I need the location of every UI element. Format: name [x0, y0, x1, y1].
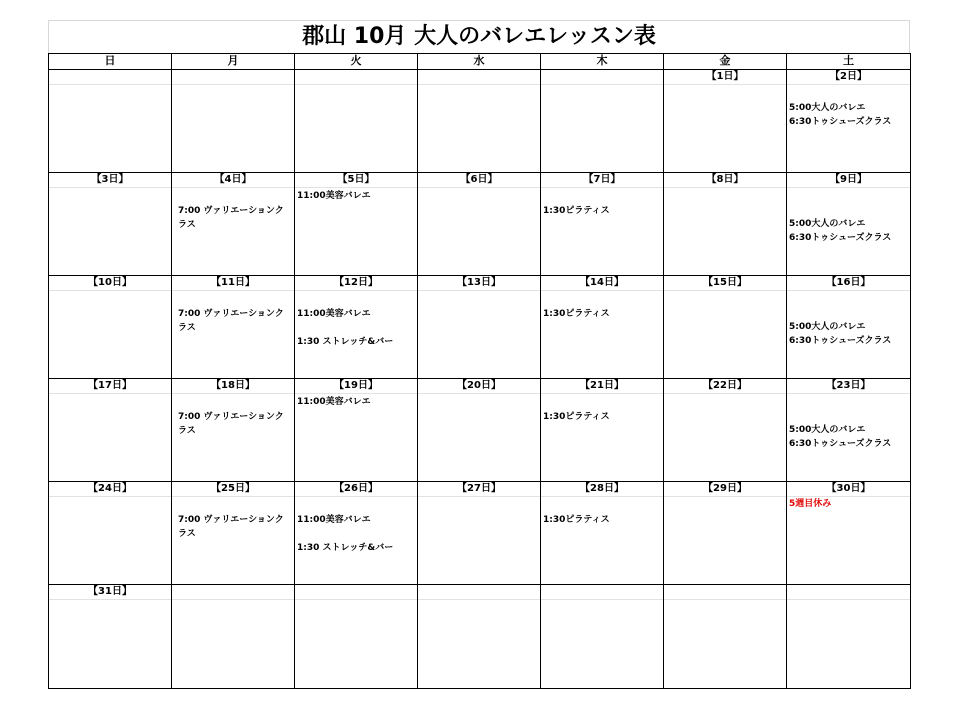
day-cell: [295, 276, 418, 379]
day-cell: [541, 482, 664, 585]
day-cell: [541, 379, 664, 482]
day-cell: [295, 173, 418, 276]
day-cell-empty: [418, 585, 541, 689]
day-cell: [418, 482, 541, 585]
day-cell: [418, 276, 541, 379]
day-cell: [664, 276, 787, 379]
day-label: 【17日】: [49, 379, 171, 394]
lesson-pilates: 1:30ピラティス: [543, 515, 610, 525]
day-cell: [295, 482, 418, 585]
day-label: 【9日】: [787, 173, 910, 188]
day-label: 【23日】: [787, 379, 910, 394]
day-cell-empty: [664, 585, 787, 689]
schedule-title: 郡山 10月 大人のバレエレッスン表: [48, 20, 910, 53]
day-cell: [172, 379, 295, 482]
day-cell: [787, 70, 911, 173]
lesson-adult-ballet: 5:00大人のバレエ: [789, 322, 866, 332]
week-row: [49, 585, 911, 689]
day-cell-empty: [787, 585, 911, 689]
day-cell: [664, 70, 787, 173]
weekday-thu: 木: [541, 54, 664, 70]
day-cell: [787, 173, 911, 276]
lesson-beauty-ballet: 11:00美容バレエ: [297, 515, 371, 525]
day-label: 【2日】: [787, 70, 910, 85]
day-cell-empty: [295, 70, 418, 173]
lesson-stretch-barre: 1:30 ストレッチ&バー: [297, 337, 394, 347]
day-label: 【4日】: [172, 173, 294, 188]
day-label: 【6日】: [418, 173, 540, 188]
day-label: 【12日】: [295, 276, 417, 291]
day-label: 【15日】: [664, 276, 786, 291]
weekday-sun: 日: [49, 54, 172, 70]
day-label: 【13日】: [418, 276, 540, 291]
day-label: 【19日】: [295, 379, 417, 394]
lesson-pointe-class: 6:30トゥシューズクラス: [789, 439, 892, 449]
weekday-wed: 水: [418, 54, 541, 70]
day-cell: [664, 173, 787, 276]
day-label: 【28日】: [541, 482, 663, 497]
lesson-beauty-ballet: 11:00美容バレエ: [297, 397, 371, 407]
day-cell: [49, 379, 172, 482]
week-row: [49, 482, 911, 585]
weekday-header-row: [49, 54, 911, 70]
day-cell: [49, 585, 172, 689]
day-label: 【1日】: [664, 70, 786, 85]
day-label: 【21日】: [541, 379, 663, 394]
day-cell-empty: [541, 585, 664, 689]
weekday-tue: 火: [295, 54, 418, 70]
lesson-pilates: 1:30ピラティス: [543, 412, 610, 422]
week-row: [49, 173, 911, 276]
day-cell: [541, 173, 664, 276]
lesson-schedule-sheet: [48, 20, 910, 689]
day-label: 【18日】: [172, 379, 294, 394]
day-label: 【11日】: [172, 276, 294, 291]
day-cell: [295, 379, 418, 482]
day-label: 【5日】: [295, 173, 417, 188]
week-row: [49, 276, 911, 379]
lesson-beauty-ballet: 11:00美容バレエ: [297, 309, 371, 319]
day-cell: [787, 276, 911, 379]
day-label: 【30日】: [787, 482, 910, 497]
lesson-adult-ballet: 5:00大人のバレエ: [789, 219, 866, 229]
lesson-pointe-class: 6:30トゥシューズクラス: [789, 233, 892, 243]
lesson-pilates: 1:30ピラティス: [543, 206, 610, 216]
day-label: 【25日】: [172, 482, 294, 497]
day-label: 【8日】: [664, 173, 786, 188]
day-label: 【20日】: [418, 379, 540, 394]
day-cell: [664, 482, 787, 585]
day-label: 【26日】: [295, 482, 417, 497]
day-cell: [172, 482, 295, 585]
lesson-variation-class: 7:00 ヴァリエーションクラス: [178, 412, 284, 436]
day-label: 【29日】: [664, 482, 786, 497]
day-label: 【10日】: [49, 276, 171, 291]
calendar-grid: [48, 53, 911, 689]
day-cell-empty: [418, 70, 541, 173]
day-label: 【22日】: [664, 379, 786, 394]
lesson-stretch-barre: 1:30 ストレッチ&バー: [297, 543, 394, 553]
week-row: [49, 70, 911, 173]
day-cell: [787, 379, 911, 482]
day-label: 【24日】: [49, 482, 171, 497]
day-label: 【16日】: [787, 276, 910, 291]
day-cell-empty: [49, 70, 172, 173]
lesson-adult-ballet: 5:00大人のバレエ: [789, 425, 866, 435]
day-cell: [172, 173, 295, 276]
closed-notice: 5週目休み: [789, 499, 832, 509]
lesson-beauty-ballet: 11:00美容バレエ: [297, 191, 371, 201]
lesson-pointe-class: 6:30トゥシューズクラス: [789, 117, 892, 127]
day-cell-empty: [172, 585, 295, 689]
day-cell: [49, 276, 172, 379]
day-cell: [49, 482, 172, 585]
day-label: 【7日】: [541, 173, 663, 188]
day-cell-empty: [541, 70, 664, 173]
lesson-variation-class: 7:00 ヴァリエーションクラス: [178, 309, 284, 333]
day-cell: [418, 379, 541, 482]
lesson-pointe-class: 6:30トゥシューズクラス: [789, 336, 892, 346]
week-row: [49, 379, 911, 482]
day-cell: [418, 173, 541, 276]
day-cell: [787, 482, 911, 585]
lesson-pilates: 1:30ピラティス: [543, 309, 610, 319]
lesson-variation-class: 7:00 ヴァリエーションクラス: [178, 206, 284, 230]
weekday-mon: 月: [172, 54, 295, 70]
lesson-variation-class: 7:00 ヴァリエーションクラス: [178, 515, 284, 539]
day-cell: [664, 379, 787, 482]
day-cell-empty: [295, 585, 418, 689]
day-label: 【27日】: [418, 482, 540, 497]
day-label: 【31日】: [49, 585, 171, 600]
day-cell: [541, 276, 664, 379]
day-label: 【14日】: [541, 276, 663, 291]
weekday-fri: 金: [664, 54, 787, 70]
lesson-adult-ballet: 5:00大人のバレエ: [789, 103, 866, 113]
day-cell: [49, 173, 172, 276]
weekday-sat: 土: [787, 54, 911, 70]
day-cell-empty: [172, 70, 295, 173]
day-label: 【3日】: [49, 173, 171, 188]
day-cell: [172, 276, 295, 379]
